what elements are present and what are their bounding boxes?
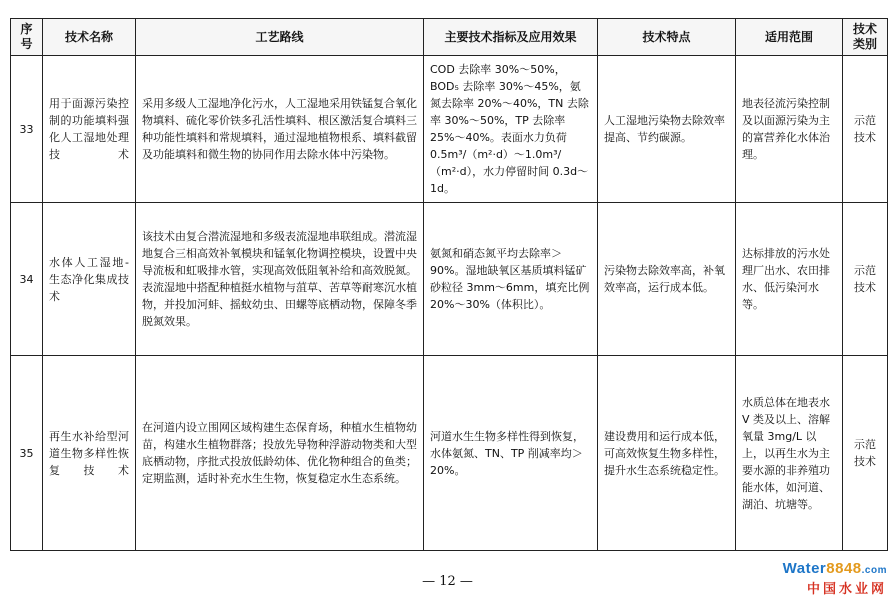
header-indicators: 主要技术指标及应用效果: [424, 19, 598, 56]
process-route: 该技术由复合潜流湿地和多级表流湿地串联组成。潜流湿地复合三相高效补氧模块和锰氧化物调控模块，设置中央导流板和虹吸排水管，实现高效低阻氧补给和高效脱氮。表流湿地中搭配种植挺水植物与菹草、苦草等耐寒沉水植物，并投加河蚌、摇蚊幼虫、田螺等底栖动物，保障冬季脱氮效果。: [136, 203, 424, 356]
logo-wordmark: [783, 560, 887, 577]
category: [843, 356, 888, 551]
table-row: [11, 203, 888, 356]
header-category-label: 技术 类别: [852, 22, 877, 51]
row-index: 34: [11, 203, 43, 356]
row-index: 33: [11, 56, 43, 203]
features: 建设费用和运行成本低，可高效恢复生物多样性，提升水生态系统稳定性。: [598, 356, 736, 551]
row-index: 35: [11, 356, 43, 551]
technology-name: 水体人工湿地-生态净化集成技术: [43, 203, 136, 356]
features: 人工湿地污染物去除效率提高、节约碳源。: [598, 56, 736, 203]
header-category: [843, 19, 888, 56]
table-header-row: [11, 19, 888, 56]
indicators: 河道水生生物多样性得到恢复，水体氨氮、TN、TP 削减率均＞20%。: [424, 356, 598, 551]
header-features: 技术特点: [598, 19, 736, 56]
scope: 达标排放的污水处理厂出水、农田排水、低污染河水等。: [736, 203, 843, 356]
technology-table: [10, 18, 888, 551]
process-route: 在河道内设立围网区域构建生态保育场，种植水生植物幼苗，构建水生植物群落；投放先导物种浮游动物类和大型底栖动物，序批式投放低龄幼体、优化物种组合的鱼类；定期监测，适时补充水生生物，恢复稳定水生态系统。: [136, 356, 424, 551]
logo-brand-number: 8848: [826, 560, 862, 577]
category: [843, 203, 888, 356]
logo-domain: .com: [861, 565, 887, 576]
header-process: 工艺路线: [136, 19, 424, 56]
header-scope: 适用范围: [736, 19, 843, 56]
header-name: 技术名称: [43, 19, 136, 56]
indicators: 氨氮和硝态氮平均去除率＞90%。湿地缺氧区基质填料锰矿砂粒径 3mm～6mm，填充比例 20%～30%（体积比）。: [424, 203, 598, 356]
logo-brand-word: Water: [782, 560, 827, 577]
table-row: [11, 56, 888, 203]
features: 污染物去除效率高，补氧效率高，运行成本低。: [598, 203, 736, 356]
process-route: 采用多级人工湿地净化污水，人工湿地采用铁锰复合氧化物填料、硫化零价铁多孔活性填料、根区激活复合填料三种功能性填料和常规填料，通过湿地植物根系、填料截留及功能填料和微生物的协同作用去除水体中污染物。: [136, 56, 424, 203]
page-number: — 12 —: [422, 574, 473, 589]
technology-name: 用于面源污染控制的功能填料强化人工湿地处理技术: [43, 56, 136, 203]
header-index: [11, 19, 43, 56]
category: [843, 56, 888, 203]
category-label: 示范 技术: [854, 438, 876, 468]
water8848-watermark-logo: [783, 560, 887, 597]
technology-name: 再生水补给型河道生物多样性恢复技术: [43, 356, 136, 551]
logo-chinese-name: 中国水业网: [806, 582, 887, 597]
indicators: COD 去除率 30%～50%，BOD₅ 去除率 30%～45%，氨氮去除率 20%～40%，TN 去除率 30%～50%，TP 去除率 25%～40%。表面水力负荷 0.5m³/（m²·d）～1.0m³/（m²·d），水力停留时间 0.3d～1d。: [424, 56, 598, 203]
header-index-label: 序 号: [20, 22, 33, 51]
scope: 水质总体在地表水 V 类及以上、溶解氧量 3mg/L 以上，以再生水为主要水源的非养殖功能水体，如河道、湖泊、坑塘等。: [736, 356, 843, 551]
category-label: 示范 技术: [854, 114, 876, 144]
category-label: 示范 技术: [854, 264, 876, 294]
scope: 地表径流污染控制及以面源污染为主的富营养化水体治理。: [736, 56, 843, 203]
table-row: [11, 356, 888, 551]
